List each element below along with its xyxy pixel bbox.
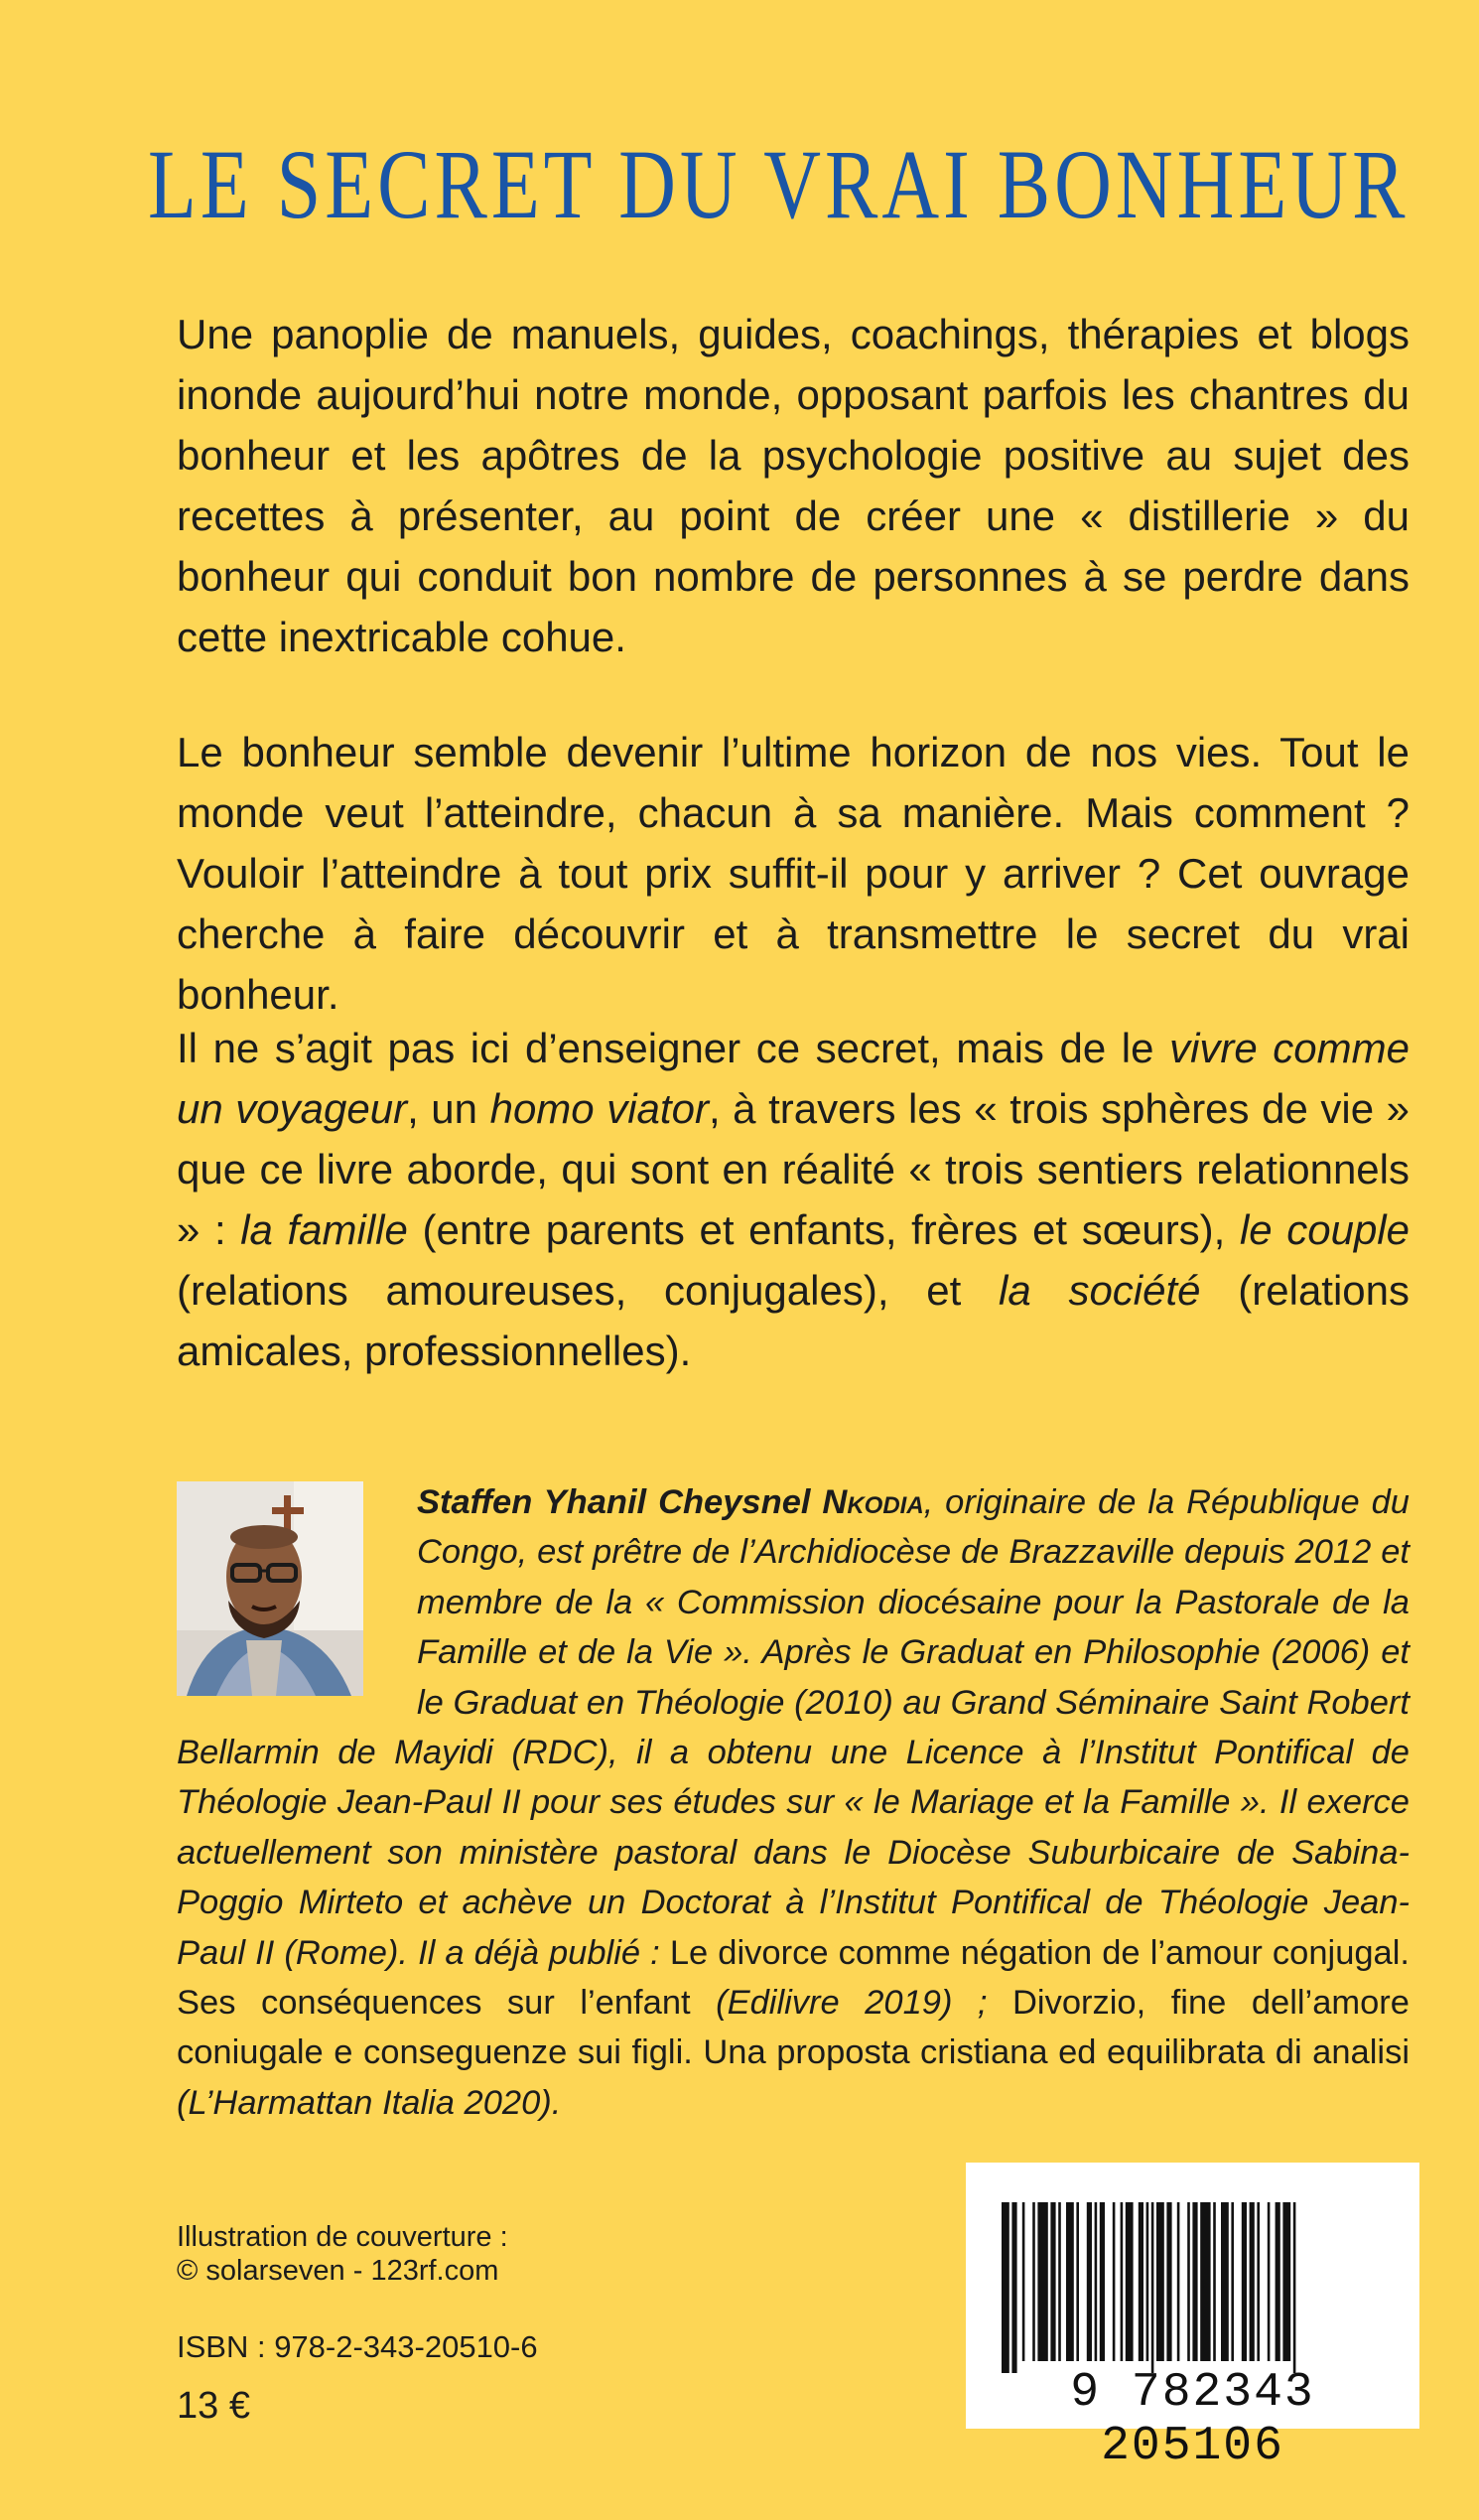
- p3-italic-5: la société: [999, 1267, 1201, 1314]
- author-surname: Nkodia: [822, 1483, 924, 1521]
- book-title-1: Le divorce comme négation de l’amour conjugal. Ses conséquences sur l’enfant: [177, 1933, 1410, 2023]
- p3-italic-3: la famille: [240, 1206, 408, 1253]
- blurb-paragraph-3: [177, 1018, 1410, 1381]
- book-title-2: Divorzio, fine dell’amore coniugale e conseguenze sui figli. Una proposta cristiana ed equilibrata di analisi: [177, 1984, 1410, 2072]
- p3-text-5: (relations amoureuses, conjugales), et: [177, 1267, 1000, 1314]
- blurb-paragraph-1: Une panoplie de manuels, guides, coachings, thérapies et blogs inonde aujourd’hui notre monde, opposant parfois les chantres du bonheur et les apôtres de la psychologie positive au sujet des recettes à présenter, au point de créer une « distillerie » du bonheur qui conduit bon nombre de personnes à se perdre dans cette inextricable cohue.: [177, 311, 1410, 660]
- isbn: ISBN : 978-2-343-20510-6: [177, 2329, 538, 2364]
- p3-text-4: (entre parents et enfants, frères et sœurs),: [407, 1206, 1240, 1253]
- credit-line-2: © solarseven - 123rf.com: [177, 2255, 499, 2287]
- p3-text-1: Il ne s’agit pas ici d’enseigner ce secret, mais de le: [177, 1025, 1170, 1071]
- author-bio-text: , originaire de la République du Congo, est prêtre de l’Archidiocèse de Brazzaville depuis 2012 et membre de la « Commission diocésaine pour la Pastorale de la Famille et de la Vie ». Après le Graduat en Philosophie (2006) et le Graduat en Théologie (2010) au Grand Séminaire Saint Robert Bellarmin de Mayidi (RDC), il a obtenu une Licence à l’Institut Pontifical de Théologie Jean-Paul II pour ses études sur « le Mariage et la Famille ». Il exerce actuellement son ministère pastoral dans le Diocèse Suburbicaire de Sabina-Poggio Mirteto et achève un Doctorat à l’Institut Pontifical de Théologie Jean-Paul II (Rome). Il a déjà publié :: [177, 1483, 1410, 1972]
- cover-illustration-credit: [177, 2220, 508, 2288]
- barcode-digits: 9 782343 205106: [1070, 2366, 1315, 2473]
- publisher-2: (L’Harmattan Italia 2020).: [177, 2083, 562, 2122]
- book-title: LE SECRET DU VRAI BONHEUR: [148, 129, 1410, 239]
- price: 13 €: [177, 2385, 250, 2427]
- p3-text-2: , un: [407, 1085, 490, 1132]
- p3-text-3: , à travers les « trois sphères de vie » que ce livre aborde, qui sont en réalité « trois sentiers relationnels » :: [177, 1085, 1411, 1253]
- credit-line-1: Illustration de couverture :: [177, 2221, 508, 2253]
- p3-italic-4: le couple: [1239, 1206, 1410, 1253]
- author-photo: [177, 1481, 363, 1696]
- author-name: Staffen Yhanil Cheysnel: [417, 1483, 811, 1521]
- p3-italic-1: vivre comme un voyageur: [177, 1025, 1410, 1132]
- p3-text-6: (relations amicales, professionnelles).: [177, 1267, 1411, 1374]
- p3-italic-2: homo viator: [489, 1085, 709, 1132]
- blurb-paragraph-2: Le bonheur semble devenir l’ultime horizon de nos vies. Tout le monde veut l’atteindre, chacun à sa manière. Mais comment ? Vouloir l’atteindre à tout prix suffit-il pour y arriver ? Cet ouvrage cherche à faire découvrir et à transmettre le secret du vrai bonheur.: [177, 729, 1410, 1018]
- barcode: [966, 2163, 1419, 2473]
- publisher-1: (Edilivre 2019) ;: [690, 1984, 1013, 2023]
